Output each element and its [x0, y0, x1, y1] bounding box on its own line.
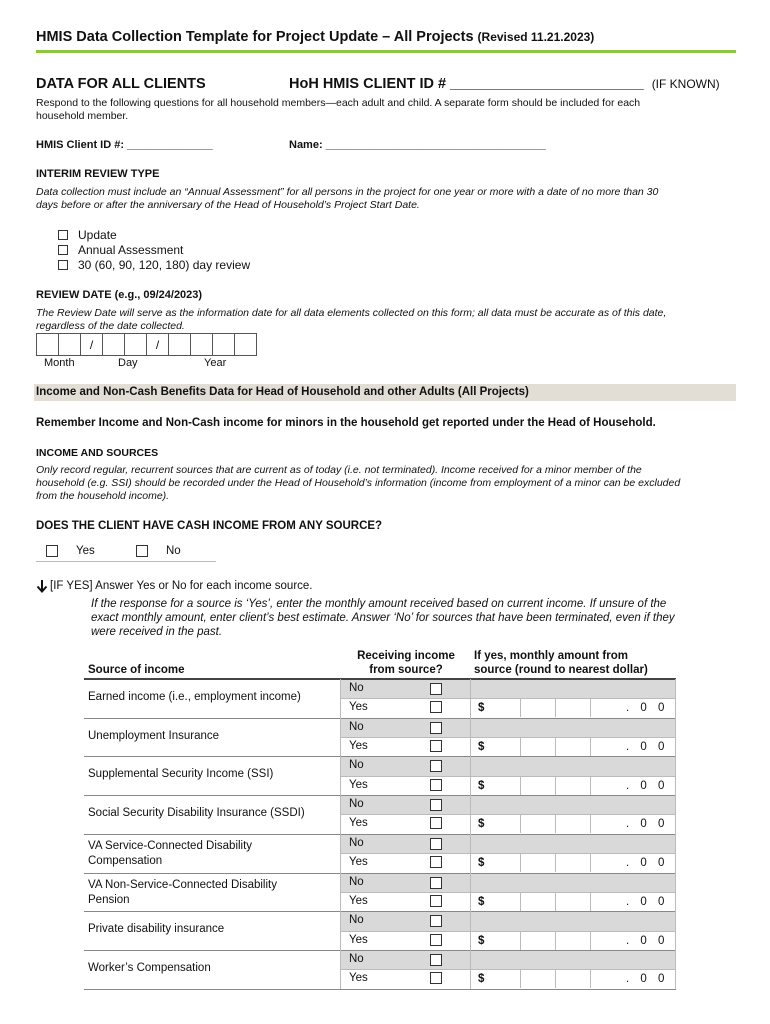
row-mid-rule — [340, 969, 676, 970]
client-instructions — [36, 97, 736, 123]
row-mid-rule — [340, 776, 676, 777]
yes-label: Yes — [349, 817, 368, 830]
amount-cell-divider — [520, 932, 521, 950]
amount-cents[interactable]: . 0 0 — [626, 741, 669, 754]
income-source-label — [88, 878, 277, 908]
amount-cell-divider — [520, 777, 521, 795]
amount-cell-divider — [555, 815, 556, 833]
instructions-line: Respond to the following questions for all household members—each adult and child. A separate form should be included for each — [36, 97, 641, 109]
day-digit[interactable] — [125, 334, 147, 355]
income-source-label — [88, 961, 211, 976]
col-source-header: Source of income — [88, 664, 185, 676]
yes-checkbox[interactable] — [430, 779, 442, 791]
option-day-review[interactable] — [58, 257, 250, 272]
amount-cell-divider — [590, 738, 591, 756]
header-line: from source? — [369, 664, 443, 676]
answer-underline — [36, 561, 216, 562]
no-row-shade — [340, 796, 676, 815]
note-line: If the response for a source is ‘Yes’, enter the monthly amount received based on current income. If unsure of the — [91, 598, 667, 610]
source-line: VA Non-Service-Connected Disability — [88, 878, 277, 891]
row-mid-rule — [340, 737, 676, 738]
amount-cell-divider — [555, 893, 556, 911]
yes-label: Yes — [349, 933, 368, 946]
table-col-rule — [340, 679, 341, 989]
interim-review-heading: INTERIM REVIEW TYPE — [36, 168, 160, 180]
review-type-options — [58, 227, 250, 272]
hoh-id-label: HoH HMIS CLIENT ID # ________________________ — [289, 76, 644, 92]
dollar-sign: $ — [478, 934, 485, 947]
yes-checkbox[interactable] — [430, 934, 442, 946]
option-label: Annual Assessment — [78, 242, 184, 257]
amount-cell-divider — [590, 854, 591, 872]
income-source-label — [88, 729, 219, 744]
option-annual-assessment[interactable] — [58, 242, 250, 257]
arrow-down-icon — [36, 579, 48, 593]
amount-cell-divider — [520, 970, 521, 988]
source-line: Pension — [88, 893, 130, 906]
checkbox[interactable] — [58, 245, 68, 255]
no-checkbox[interactable] — [430, 722, 442, 734]
amount-cell-divider — [520, 893, 521, 911]
col-receiving-header — [346, 649, 466, 677]
note-line: exact monthly amount, enter client’s best estimate. Answer ‘No’ for sources that have been terminated, even if they — [91, 612, 675, 624]
col-amount-header — [474, 649, 648, 677]
client-name-field[interactable]: Name: ____________________________________ — [289, 139, 546, 151]
dollar-sign: $ — [478, 779, 485, 792]
yes-label: Yes — [349, 894, 368, 907]
no-row-shade — [340, 680, 676, 699]
table-col-rule — [675, 679, 676, 989]
yes-label: Yes — [349, 778, 368, 791]
note-line: were received in the past. — [91, 626, 223, 638]
if-known-note: (IF KNOWN) — [651, 77, 720, 91]
no-row-shade — [340, 719, 676, 738]
row-mid-rule — [340, 892, 676, 893]
no-row-shade — [340, 951, 676, 970]
no-label: No — [349, 682, 364, 694]
income-sources-note — [36, 464, 746, 503]
source-line: VA Service-Connected Disability — [88, 839, 253, 852]
review-date-input[interactable] — [36, 333, 257, 356]
no-checkbox[interactable] — [430, 760, 442, 772]
cash-no-checkbox[interactable] — [136, 545, 148, 557]
income-source-label — [88, 690, 301, 705]
hoh-client-id-field[interactable] — [289, 76, 720, 92]
no-row-shade — [340, 757, 676, 776]
source-line: Earned income (i.e., employment income) — [88, 691, 301, 703]
no-label: No — [349, 720, 364, 733]
option-label: Update — [78, 227, 117, 242]
note-line: household (e.g. SSI) should be recorded under the Head of Household’s information (income from employment of a minor can be excluded — [36, 477, 681, 489]
no-checkbox[interactable] — [430, 877, 442, 889]
form-title — [36, 29, 594, 45]
income-source-label — [88, 767, 273, 782]
no-checkbox[interactable] — [430, 683, 442, 695]
title-text: HMIS Data Collection Template for Project Update – All Projects — [36, 29, 474, 45]
checkbox[interactable] — [58, 230, 68, 240]
no-label: No — [349, 836, 364, 849]
dollar-sign: $ — [478, 857, 485, 870]
table-col-rule — [470, 679, 471, 989]
no-checkbox[interactable] — [430, 915, 442, 927]
amount-cell-divider — [555, 777, 556, 795]
yes-checkbox[interactable] — [430, 895, 442, 907]
amount-cell-divider — [590, 777, 591, 795]
option-label: 30 (60, 90, 120, 180) day review — [78, 257, 251, 272]
header-line: If yes, monthly amount from — [474, 650, 628, 662]
if-yes-note — [91, 597, 741, 639]
dollar-sign: $ — [478, 818, 485, 831]
cash-income-answer — [36, 540, 216, 562]
amount-cell-divider — [590, 815, 591, 833]
day-label: Day — [118, 357, 138, 369]
yes-checkbox[interactable] — [430, 856, 442, 868]
revised-date: (Revised 11.21.2023) — [477, 30, 595, 44]
no-checkbox[interactable] — [430, 838, 442, 850]
if-yes-instruction — [36, 579, 313, 593]
header-line: Receiving income — [357, 650, 455, 662]
yes-checkbox[interactable] — [430, 972, 442, 984]
amount-cell-divider — [520, 699, 521, 717]
row-mid-rule — [340, 931, 676, 932]
cash-no-label: No — [166, 545, 181, 557]
amount-cell-divider — [555, 699, 556, 717]
interim-review-note — [36, 186, 736, 212]
yes-label: Yes — [349, 856, 368, 869]
year-digit[interactable] — [213, 334, 235, 355]
source-line: Private disability insurance — [88, 923, 225, 936]
month-digit[interactable] — [37, 334, 59, 355]
review-date-heading: REVIEW DATE (e.g., 09/24/2023) — [36, 289, 203, 301]
income-sources-heading: INCOME AND SOURCES — [36, 447, 159, 459]
client-id-field[interactable]: HMIS Client ID #: ______________ — [36, 139, 213, 151]
amount-cell-divider — [520, 854, 521, 872]
amount-cell-divider — [590, 932, 591, 950]
source-line: Compensation — [88, 854, 163, 867]
note-line: days before or after the anniversary of the Head of Household’s Project Start Date. — [36, 199, 420, 211]
no-label: No — [349, 875, 364, 888]
remember-note: Remember Income and Non-Cash income for minors in the household get reported under the Head of Household. — [36, 417, 656, 429]
header-line: source (round to nearest dollar) — [474, 664, 648, 676]
row-mid-rule — [340, 853, 676, 854]
row-separator — [84, 989, 676, 990]
note-line: The Review Date will serve as the information date for all data elements collected on this form; all data must be accurate as of this date, — [36, 307, 667, 319]
section-heading-all-clients: DATA FOR ALL CLIENTS — [36, 76, 206, 92]
amount-cell-divider — [555, 970, 556, 988]
cash-yes-checkbox[interactable] — [46, 545, 58, 557]
year-digit[interactable] — [169, 334, 191, 355]
checkbox[interactable] — [58, 260, 68, 270]
dollar-sign: $ — [478, 741, 485, 754]
year-label: Year — [204, 357, 227, 369]
source-line: Social Security Disability Insurance (SSDI) — [88, 807, 305, 820]
month-label: Month — [44, 357, 75, 369]
amount-cell-divider — [590, 893, 591, 911]
amount-cell-divider — [555, 738, 556, 756]
amount-cell-divider — [555, 932, 556, 950]
if-yes-text: [IF YES] Answer Yes or No for each income source. — [50, 580, 313, 592]
row-mid-rule — [340, 698, 676, 699]
no-row-shade — [340, 912, 676, 931]
title-divider — [36, 50, 736, 53]
day-digit[interactable] — [103, 334, 125, 355]
month-digit[interactable] — [59, 334, 81, 355]
no-label: No — [349, 759, 364, 772]
no-label: No — [349, 914, 364, 927]
dollar-sign: $ — [478, 973, 485, 986]
note-line: regardless of the date collected. — [36, 320, 185, 332]
amount-cell-divider — [520, 815, 521, 833]
no-checkbox[interactable] — [430, 954, 442, 966]
note-line: Only record regular, recurrent sources that are current as of today (i.e. not terminated). Income received for a minor member of the — [36, 464, 642, 476]
yes-label: Yes — [349, 740, 368, 753]
note-line: Data collection must include an “Annual Assessment” for all persons in the project for one year or more with a date of no more than 30 — [36, 186, 659, 198]
note-line: from the household income). — [36, 490, 170, 502]
option-update[interactable] — [58, 227, 250, 242]
amount-cents[interactable]: . 0 0 — [626, 895, 669, 908]
cash-income-question: DOES THE CLIENT HAVE CASH INCOME FROM ANY SOURCE? — [36, 520, 383, 532]
amount-cell-divider — [555, 854, 556, 872]
instructions-line: household member. — [36, 110, 129, 122]
review-date-note — [36, 307, 736, 333]
no-checkbox[interactable] — [430, 799, 442, 811]
amount-cents[interactable]: . 0 0 — [626, 818, 669, 831]
row-mid-rule — [340, 814, 676, 815]
yes-label: Yes — [349, 972, 368, 985]
no-row-shade — [340, 835, 676, 854]
no-label: No — [349, 798, 364, 811]
amount-cents[interactable]: . 0 0 — [626, 779, 669, 792]
amount-cell-divider — [590, 970, 591, 988]
income-source-label — [88, 922, 224, 937]
yes-checkbox[interactable] — [430, 740, 442, 752]
amount-cell-divider — [520, 738, 521, 756]
source-line: Unemployment Insurance — [88, 729, 220, 742]
source-line: Worker’s Compensation — [88, 961, 211, 974]
yes-checkbox[interactable] — [430, 701, 442, 713]
amount-cell-divider — [590, 699, 591, 717]
date-slash: / — [81, 334, 103, 355]
no-row-shade — [340, 874, 676, 893]
date-slash: / — [147, 334, 169, 355]
income-section-title: Income and Non-Cash Benefits Data for Head of Household and other Adults (All Projects) — [36, 386, 529, 398]
income-source-label — [88, 839, 252, 869]
amount-cents[interactable]: . 0 0 — [626, 857, 669, 870]
year-digit[interactable] — [191, 334, 213, 355]
income-source-label — [88, 806, 305, 821]
amount-cents[interactable]: . 0 0 — [626, 934, 669, 947]
year-digit[interactable] — [235, 334, 257, 355]
dollar-sign: $ — [478, 895, 485, 908]
no-label: No — [349, 952, 364, 965]
dollar-sign: $ — [478, 702, 485, 715]
amount-cents[interactable]: . 0 0 — [626, 973, 669, 986]
amount-cents[interactable]: . 0 0 — [626, 702, 669, 715]
yes-checkbox[interactable] — [430, 817, 442, 829]
yes-label: Yes — [349, 701, 368, 714]
source-line: Supplemental Security Income (SSI) — [88, 768, 274, 781]
cash-yes-label: Yes — [76, 545, 95, 557]
